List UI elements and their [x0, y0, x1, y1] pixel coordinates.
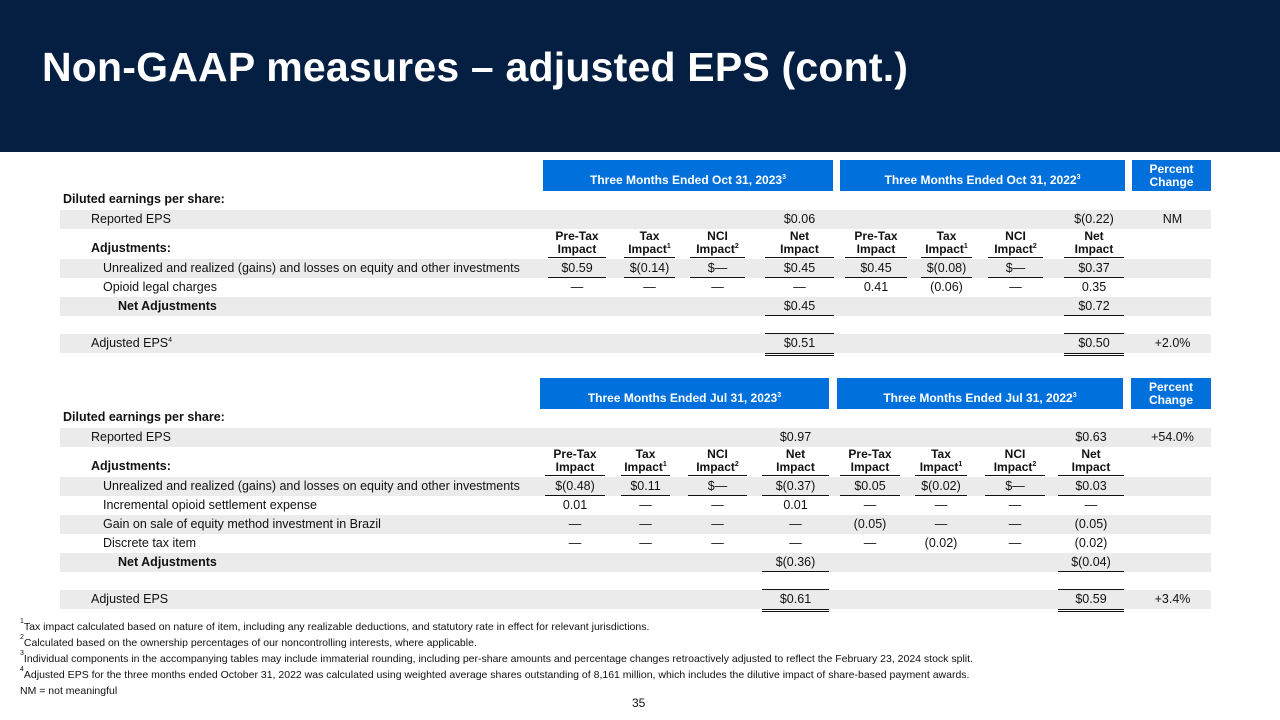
- reported-current: $0.06: [783, 212, 816, 226]
- net-adjustments-label: Net Adjustments: [118, 299, 217, 313]
- column-header-line2: Impact: [993, 460, 1033, 474]
- column-header-current: [688, 448, 747, 476]
- eps-table: [0, 160, 1280, 360]
- footnote-ref: 3: [1076, 174, 1081, 181]
- value-prior: (0.05): [1074, 517, 1108, 531]
- value-current: $0.59: [548, 259, 606, 278]
- net-adjustments-current: $0.45: [765, 297, 834, 316]
- column-header-line1: Pre-Tax: [854, 229, 898, 243]
- column-header-line2: Impact: [925, 242, 964, 256]
- column-header-line2: Impact: [696, 460, 735, 474]
- net-adjustments-label: Net Adjustments: [118, 555, 217, 569]
- value-current: —: [568, 536, 582, 550]
- value-prior: (0.06): [930, 280, 963, 294]
- column-header-line2: Impact: [776, 460, 815, 474]
- net-adjustments-row: [60, 297, 1211, 316]
- adjustment-label: Gain on sale of equity method investment in Brazil: [103, 517, 381, 531]
- reported-eps-label: Reported EPS: [91, 212, 171, 226]
- period-prior-label: Three Months Ended Jul 31, 2022: [883, 391, 1073, 405]
- value-prior: —: [934, 498, 948, 512]
- adjustment-label: Unrealized and realized (gains) and losses on equity and other investments: [103, 479, 520, 493]
- column-header-line2: Impact: [1071, 460, 1111, 474]
- period-prior-label: Three Months Ended Oct 31, 2022: [884, 173, 1077, 187]
- value-prior: $0.45: [845, 259, 907, 278]
- column-header-line1: Tax: [936, 229, 957, 243]
- value-prior: —: [1008, 536, 1022, 550]
- reported-eps-row: [60, 210, 1211, 229]
- value-current: —: [568, 517, 582, 531]
- column-header-prior: [845, 230, 907, 258]
- value-current: —: [711, 536, 724, 550]
- net-adjustments-prior: $(0.04): [1058, 553, 1124, 572]
- adjusted-eps-label: [91, 334, 172, 353]
- value-current: $(0.37): [762, 477, 829, 496]
- value-prior: —: [1009, 280, 1022, 294]
- reported-eps-row: [60, 428, 1211, 447]
- column-header-prior: [988, 230, 1043, 258]
- value-current: —: [711, 280, 724, 294]
- adjustment-row: [60, 259, 1211, 278]
- column-header-prior: [985, 448, 1045, 476]
- footnote-ref: 3: [1072, 392, 1077, 399]
- column-header-prior: [1058, 448, 1124, 476]
- column-header-line2: Impact: [696, 242, 735, 256]
- reported-change: NM: [1162, 212, 1183, 226]
- adjusted-prior: $0.59: [1058, 589, 1124, 612]
- footnote-ref: 2: [1032, 243, 1037, 250]
- value-current: —: [639, 498, 652, 512]
- column-header-line2: Impact: [919, 460, 959, 474]
- period-prior-header: [840, 160, 1125, 191]
- column-header-line2: Impact: [555, 460, 595, 474]
- value-prior: —: [1008, 517, 1022, 531]
- adjusted-eps-row: [60, 590, 1211, 609]
- column-header-prior: [915, 448, 967, 476]
- net-adjustments-current: $(0.36): [762, 553, 829, 572]
- value-current: $(0.14): [624, 259, 675, 278]
- adjustment-label: Unrealized and realized (gains) and losses on equity and other investments: [103, 261, 520, 275]
- footnote: [20, 634, 477, 649]
- footnote-ref: 1: [666, 243, 671, 250]
- adjusted-eps-label: [91, 590, 168, 609]
- footnote-ref: 1: [963, 243, 968, 250]
- column-header-line2: Impact: [557, 242, 597, 256]
- column-header-line1: Net: [789, 229, 810, 243]
- column-header-line1: Net: [1084, 229, 1104, 243]
- column-header-prior: [1064, 230, 1124, 258]
- column-header-line1: Pre-Tax: [555, 229, 599, 243]
- footnote-text: Adjusted EPS for the three months ended October 31, 2022 was calculated using weighted average shares outstanding of 8,161 million, which includes the dilutive impact of share-based payment awards.: [23, 669, 970, 681]
- page-title: Non-GAAP measures – adjusted EPS (cont.): [42, 44, 909, 90]
- value-prior: (0.05): [853, 517, 887, 531]
- column-header-line1: Pre-Tax: [553, 447, 597, 461]
- column-header-current: [548, 230, 606, 258]
- value-prior: $0.05: [840, 477, 900, 496]
- value-prior: —: [934, 517, 948, 531]
- value-prior: —: [863, 536, 877, 550]
- footnote-number: 4: [20, 666, 24, 673]
- adjusted-eps-row: [60, 334, 1211, 353]
- diluted-eps-label: Diluted earnings per share:: [63, 192, 225, 206]
- footnote: [20, 650, 973, 665]
- percent-label: Percent: [1149, 161, 1194, 176]
- column-header-line1: Net: [1081, 447, 1101, 461]
- footnote-ref: 2: [734, 243, 739, 250]
- column-header-current: [690, 230, 745, 258]
- value-prior: $0.03: [1058, 477, 1124, 496]
- adjusted-eps-text: Adjusted EPS: [91, 336, 169, 350]
- adjusted-current: $0.51: [765, 333, 834, 356]
- footnote-ref: 2: [1032, 461, 1037, 468]
- diluted-eps-label: Diluted earnings per share:: [63, 410, 225, 424]
- value-current: $—: [690, 259, 745, 278]
- period-prior-header: [837, 378, 1123, 409]
- adjusted-change: +2.0%: [1154, 336, 1191, 350]
- column-header-line1: Pre-Tax: [848, 447, 892, 461]
- value-current: 0.01: [783, 498, 808, 512]
- column-header-line1: Tax: [931, 447, 951, 461]
- reported-prior: $(0.22): [1074, 212, 1114, 226]
- adjusted-eps-text: Adjusted EPS: [91, 592, 169, 606]
- adjustment-label: Incremental opioid settlement expense: [103, 498, 318, 512]
- column-header-line1: Tax: [635, 447, 656, 461]
- value-prior: —: [1084, 498, 1098, 512]
- period-current-label: Three Months Ended Oct 31, 2023: [590, 173, 783, 187]
- column-header-line1: NCI: [1004, 447, 1026, 461]
- value-current: —: [765, 278, 834, 298]
- adjusted-change: +3.4%: [1154, 592, 1191, 606]
- change-label: Change: [1149, 174, 1194, 189]
- eps-table: [0, 378, 1280, 606]
- period-current-label: Three Months Ended Jul 31, 2023: [587, 391, 778, 405]
- change-label: Change: [1148, 392, 1193, 407]
- title-banner: [0, 0, 1280, 152]
- adjustment-row: [60, 515, 1211, 534]
- column-header-line1: NCI: [707, 447, 728, 461]
- footnote-text: Calculated based on the ownership percentages of our noncontrolling interests, where applicable.: [23, 637, 477, 649]
- column-header-current: [545, 448, 605, 476]
- value-current: —: [789, 517, 802, 531]
- footnote-ref: 4: [168, 337, 173, 344]
- column-header-line1: NCI: [707, 229, 728, 243]
- adjustment-row: [60, 496, 1211, 515]
- value-prior: (0.02): [924, 536, 958, 550]
- column-header-prior: [840, 448, 900, 476]
- footnote: [20, 618, 650, 633]
- footnote-ref: 3: [777, 392, 782, 399]
- value-prior: $0.37: [1064, 259, 1124, 278]
- value-current: —: [570, 280, 584, 294]
- column-header-line2: Impact: [1074, 242, 1114, 256]
- column-header-current: [762, 448, 829, 476]
- value-current: —: [643, 280, 656, 294]
- footnote-ref: 3: [782, 174, 786, 181]
- value-prior: 0.35: [1064, 278, 1124, 298]
- value-current: $0.45: [765, 259, 834, 278]
- value-prior: $(0.08): [921, 259, 972, 278]
- column-header-current: [621, 448, 670, 476]
- column-header-prior: [921, 230, 972, 258]
- value-current: 0.01: [562, 498, 588, 512]
- net-adjustments-row: [60, 553, 1211, 572]
- footnote-text: NM = not meaningful: [20, 685, 118, 697]
- value-current: $0.11: [621, 477, 670, 496]
- value-current: —: [711, 498, 724, 512]
- footnote-text: Tax impact calculated based on nature of item, including any realizable deductions, and statutory rate in effect for relevant jurisdictions.: [23, 621, 650, 633]
- adjustments-label: Adjustments:: [91, 459, 171, 473]
- footnote: [20, 666, 970, 681]
- column-header-line2: Impact: [628, 242, 667, 256]
- percent-change-header: [1132, 160, 1211, 191]
- value-current: —: [639, 536, 652, 550]
- footnote-number: 3: [20, 650, 24, 657]
- column-header-line1: NCI: [1005, 229, 1026, 243]
- footnote-ref: 2: [734, 461, 739, 468]
- adjustment-label: Opioid legal charges: [103, 280, 217, 294]
- value-current: —: [639, 517, 652, 531]
- footnote: [20, 685, 117, 697]
- adjustments-label: Adjustments:: [91, 241, 171, 255]
- footnote-text: Individual components in the accompanying tables may include immaterial rounding, including per-share amounts and percentage changes retroactively adjusted to reflect the February 23, 2024 stock split.: [23, 653, 973, 665]
- column-header-current: [624, 230, 675, 258]
- percent-label: Percent: [1148, 379, 1194, 394]
- column-header-line2: Impact: [850, 460, 890, 474]
- footnote-number: 1: [20, 618, 24, 625]
- adjusted-prior: $0.50: [1064, 333, 1124, 356]
- column-header-line2: Impact: [624, 460, 663, 474]
- value-prior: $—: [988, 259, 1043, 278]
- value-prior: $(0.02): [915, 477, 967, 496]
- value-current: $—: [688, 477, 747, 496]
- reported-eps-label: Reported EPS: [91, 430, 171, 444]
- value-prior: 0.41: [863, 280, 889, 294]
- adjustment-row: [60, 477, 1211, 496]
- adjustment-row: [60, 534, 1211, 553]
- value-prior: (0.02): [1058, 534, 1124, 554]
- column-header-line1: Tax: [639, 229, 660, 243]
- footnote-number: 2: [20, 634, 24, 641]
- reported-current: $0.97: [779, 430, 812, 444]
- value-current: $(0.48): [545, 477, 605, 496]
- column-header-line2: Impact: [994, 242, 1033, 256]
- period-current-header: [543, 160, 833, 191]
- adjustment-row: [60, 278, 1211, 297]
- adjusted-current: $0.61: [762, 589, 829, 612]
- value-current: —: [711, 517, 724, 531]
- net-adjustments-prior: $0.72: [1064, 297, 1124, 316]
- value-prior: $—: [985, 477, 1045, 496]
- value-current: —: [762, 534, 829, 554]
- column-header-line2: Impact: [856, 242, 896, 256]
- adjustment-label: Discrete tax item: [103, 536, 197, 550]
- value-prior: —: [863, 498, 877, 512]
- column-header-line2: Impact: [780, 242, 819, 256]
- footnote-ref: 1: [662, 461, 667, 468]
- page-number: 35: [632, 696, 646, 710]
- reported-change: +54.0%: [1151, 430, 1194, 444]
- period-current-header: [540, 378, 829, 409]
- column-header-current: [765, 230, 834, 258]
- value-prior: —: [1008, 498, 1022, 512]
- column-header-line1: Net: [785, 447, 806, 461]
- reported-prior: $0.63: [1075, 430, 1107, 444]
- footnote-ref: 1: [958, 461, 963, 468]
- percent-change-header: [1131, 378, 1211, 409]
